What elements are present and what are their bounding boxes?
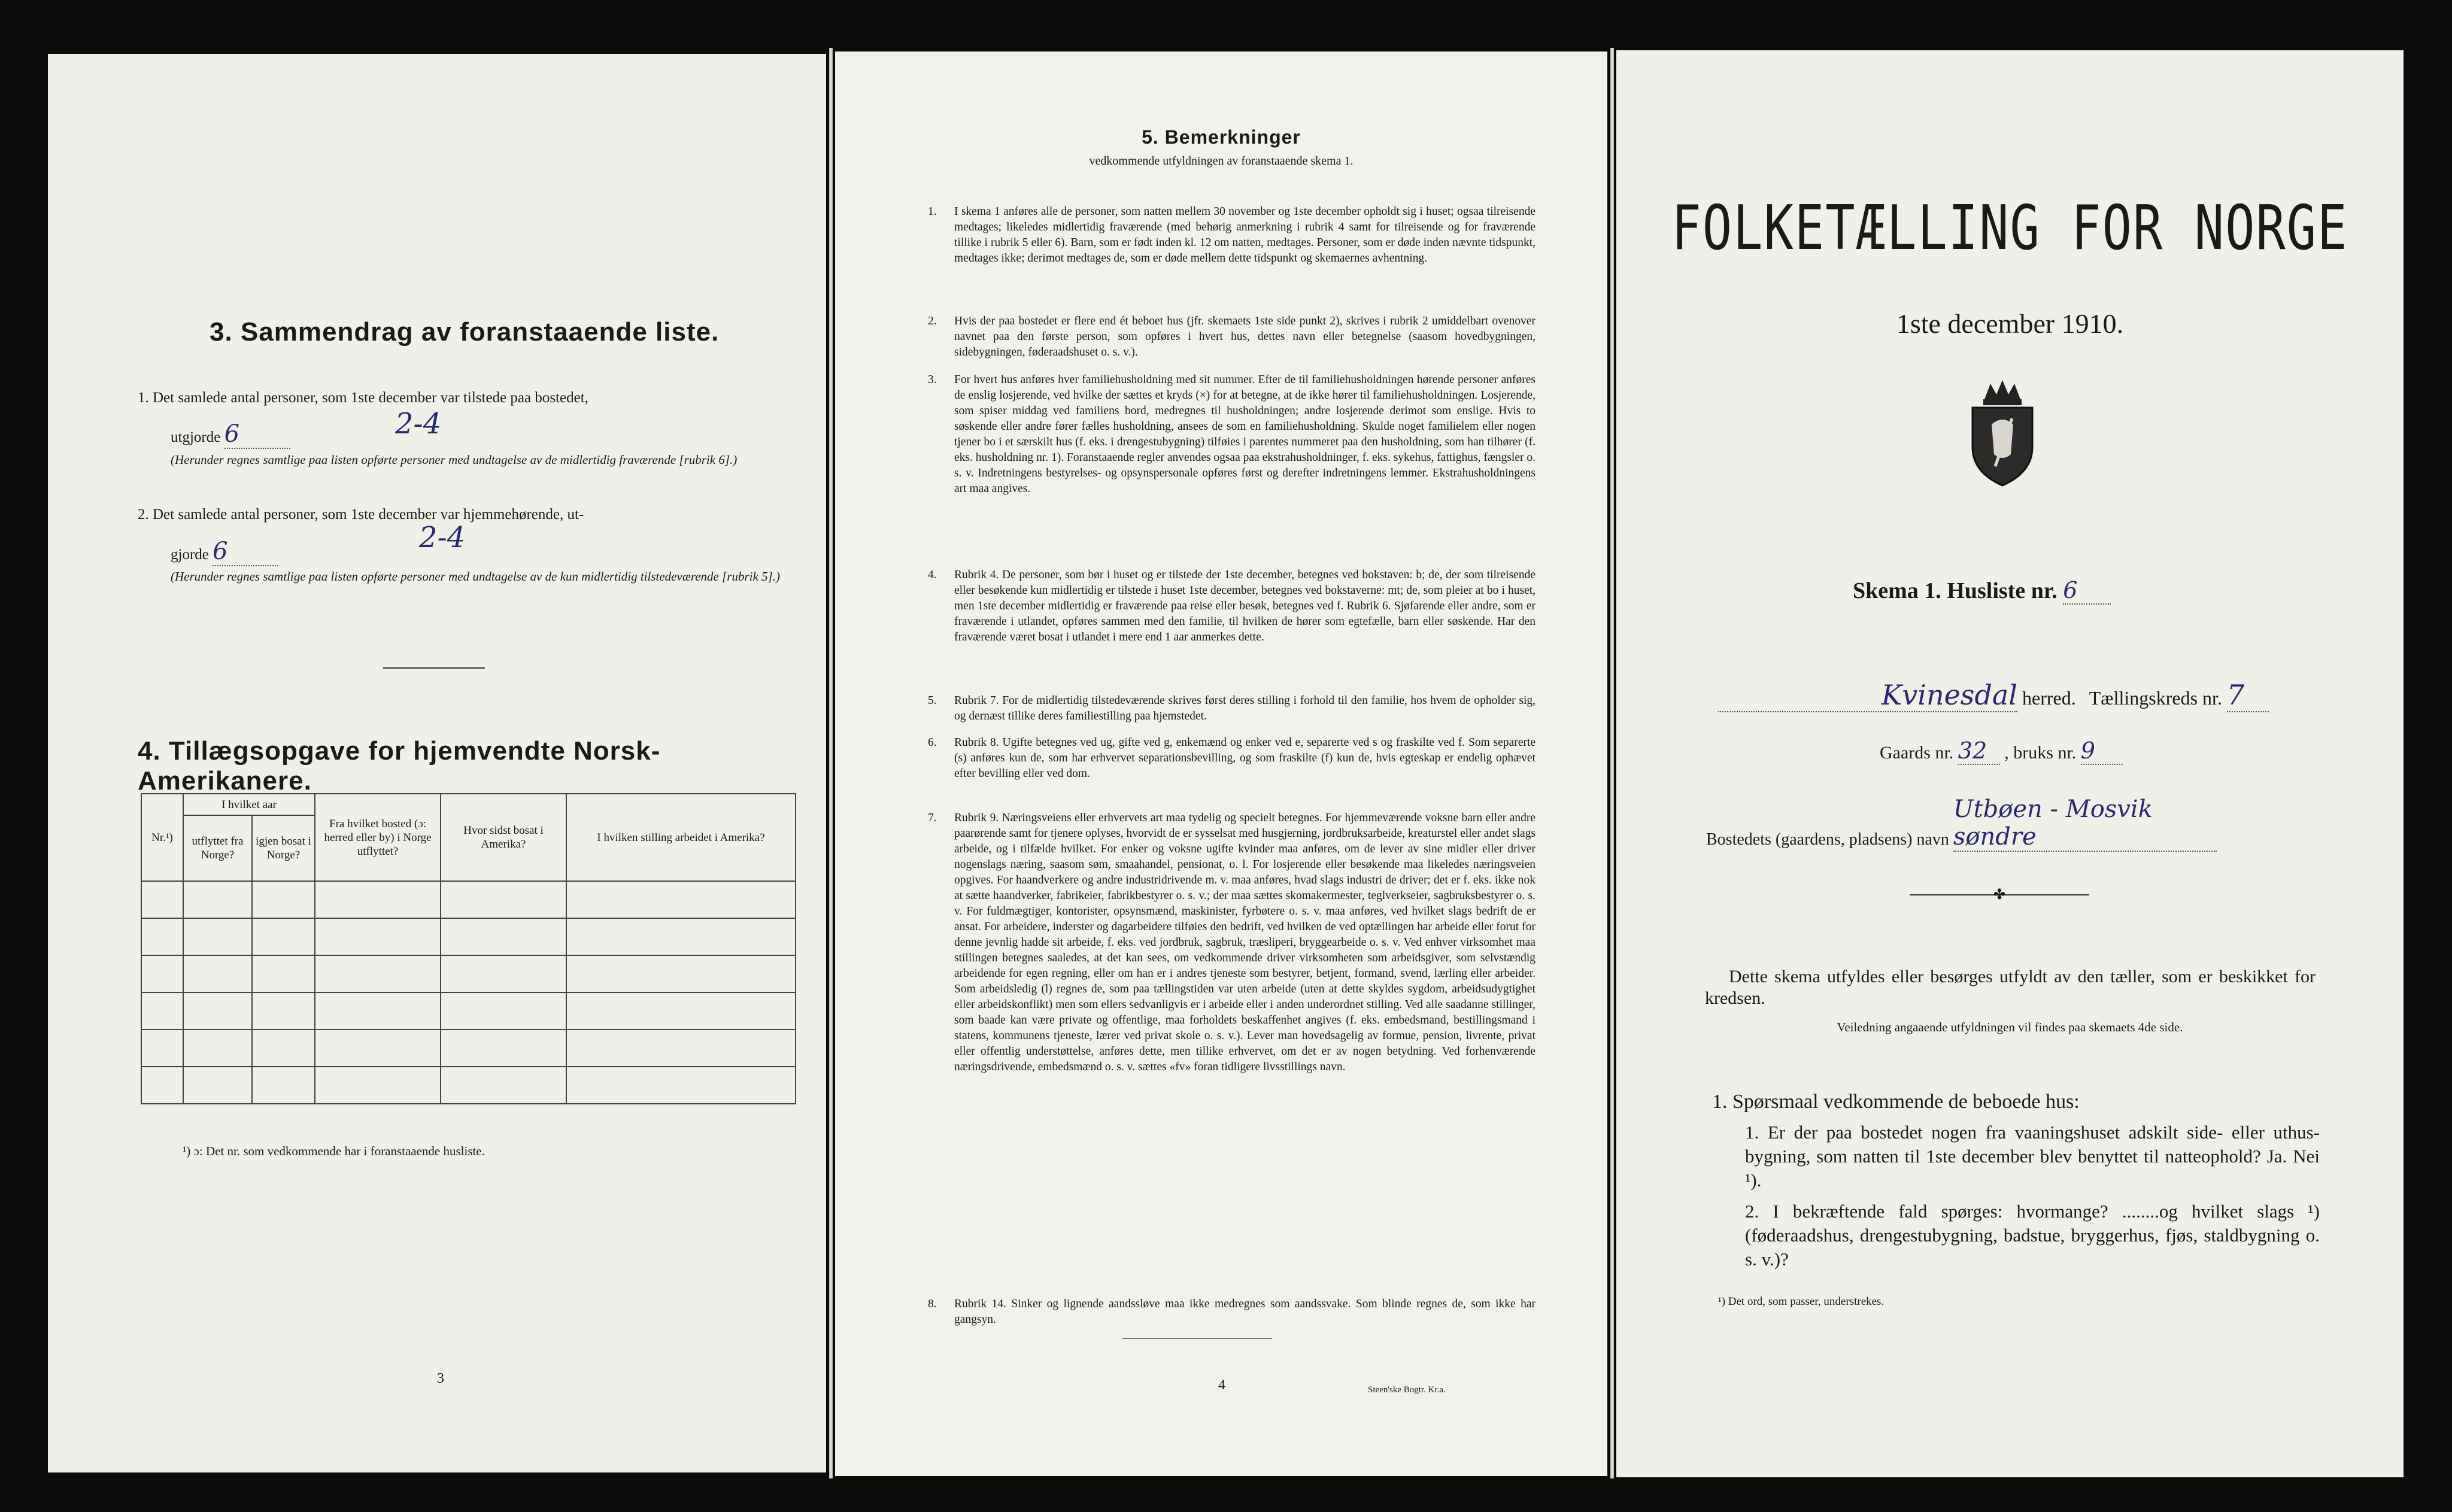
- divider: [383, 667, 485, 669]
- printer-imprint: Steen'ske Bogtr. Kr.a.: [1368, 1385, 1446, 1395]
- guidance: Veiledning angaaende utfyldningen vil findes paa skemaets 4de side.: [1837, 1020, 2183, 1034]
- herred-value: Kvinesdal: [1718, 679, 2017, 712]
- col-fra: Fra hvilket bosted (ɔ: herred eller by) i Norge utflyttet?: [315, 794, 441, 881]
- bruks-value: 9: [2081, 737, 2123, 765]
- census-date: 1ste december 1910.: [1896, 308, 2124, 339]
- table-row: [141, 881, 796, 918]
- remark-6: 6. Rubrik 8. Ugifte betegnes ved ug, gifte ved g, enkemænd og enker ved e, separerte ved s og fraskilte ved f. Som separerte (s) anføres kun de, som har erhvervet separationsbevilling, og som fraskilte (f) kun de, hvis egteskap er endelig ophævet efter bevilling eller ved dom.: [928, 736, 1535, 780]
- husliste-nr: 6: [2063, 577, 2111, 605]
- col-nr: Nr.¹): [141, 794, 183, 881]
- skema-line: [1853, 577, 2111, 605]
- col-group-aar: I hvilket aar: [183, 794, 315, 815]
- q1-title: 1. Spørsmaal vedkommende de beboede hus:: [1712, 1091, 2080, 1113]
- gaards-label: Gaards nr.: [1880, 743, 1954, 763]
- item2-note: (Herunder regnes samtlige paa listen opførte personer med undtagelse av de kun midlertidig tilstedeværende [rubrik 5].): [171, 569, 780, 584]
- col-stilling: I hvilken stilling arbeidet i Amerika?: [566, 794, 796, 881]
- instructions: Dette skema utfyldes eller besørges utfyldt av den tæller, som er beskikket for kredsen.: [1705, 967, 2316, 1008]
- page-fold: [1610, 48, 1614, 1478]
- item1-label: utgjorde: [171, 429, 221, 445]
- norway-coat-of-arms-icon: [1961, 377, 2044, 490]
- table-row: [141, 918, 796, 955]
- left-page: [48, 54, 826, 1472]
- divider: [1122, 1338, 1272, 1339]
- main-title: FOLKETÆLLING FOR NORGE: [1671, 193, 2348, 264]
- col-utflyttet: utflyttet fra Norge?: [183, 815, 252, 881]
- remark-7: 7. Rubrik 9. Næringsveiens eller erhvervets art maa tydelig og specielt betegnes. For hjemmeværende voksne barn eller andre paarørende samt for tjenere oplyses, hvorvidt de er sysselsat med husgjerning, jordbruksarbeide, kreaturstel eller andet slags arbeide, og i tilfælde hvilket. For enker og voksne ugifte kvinder maa anføres, om de lever av sine midler eller driver nogenslags næring, saasom søm, smaahandel, pensionat, o. l. For losjerende eller besøkende maa likeledes næringsveien opgives. For haandverkere og andre industridrivende m. v. maa anføres, hvad slags industri de driver; det er f. eks. ikke nok at sætte haandverker, fabrikeier, fabrikbestyrer o. s. v.; der maa sættes skomakermester, teglverkseier, sagbruksbestyrer o. s. v. For fuldmægtiger, kontorister, opsynsmænd, maskinister, fyrbøtere o. s. v. maa anføres, ved hvilket slags bedrift de er ansat. For arbeidere, inderster og dagarbeidere tilføies den bedrift, ved hvilken de ved optællingen har arbeide eller forut for denne jevnlig hadde sit arbeide, f. eks. ved jordbruk, sagbruk, træsliperi, bryggearbeide o. s. v. Ved enhver virksomhet maa stillingen betegnes saaledes, at det kan sees, om vedkommende driver virksomheten som arbeidsgiver, som selvstændig arbeidende for egen regning, eller om han er i andres tjeneste som bestyrer, betjent, formand, svend, lærling eller arbeider. Som arbeidsledig (l) regnes de, som paa tællingstiden var uten arbeide (uten at dette skyldes sygdom, arbeidsudygtighet eller arbeidskonflikt) men som ellers sedvanligvis er i arbeide eller i anden underordnet stilling. Ved alle saadanne stillinger, som baade kan være private og offentlige, maa forholdets beskaffenhet angives (f. eks. embedsmand, bestillingsmand i statens, kommunens tjeneste, lærer ved privat skole o. s. v.). Lever man hovedsagelig av formue, pension, livrente, privat eller offentlig understøttelse, anføres dette, men tillike erhvervet, om det er av nogen betydning. Ved forhenværende næringsdrivende, embedsmænd o. s. v. sættes «fv» foran tidligere livsstillings navn.: [928, 812, 1535, 1073]
- left-page-number: 3: [437, 1371, 444, 1386]
- gaards-line: [1880, 737, 2123, 765]
- bosted-value: Utbøen - Mosvik søndre: [1953, 796, 2217, 852]
- section4-title: 4. Tillægsopgave for hjemvendte Norsk-Amerikanere.: [138, 736, 661, 796]
- col-igjen: igjen bosat i Norge?: [252, 815, 315, 881]
- table-row: [141, 955, 796, 992]
- right-footnote: ¹) Det ord, som passer, understrekes.: [1718, 1295, 1884, 1308]
- herred-label: herred.: [2022, 687, 2076, 709]
- table-row: [141, 1030, 796, 1067]
- ornament-icon: ✤: [1993, 887, 2006, 903]
- remark-8: 8. Rubrik 14. Sinker og lignende aandssløve maa ikke medregnes som aandssvake. Som blinde regnes de, som ikke har gangsyn.: [928, 1298, 1535, 1326]
- bosted-line: [1706, 796, 2217, 852]
- item2-line: [171, 538, 278, 566]
- q1-2: 2. I bekræftende fald spørges: hvormange? ........og hvilket slags ¹) (føderaadshus, drengestubygning, badstue, bryggerhus, fjøs, staldbygning o. s. v.)?: [1745, 1201, 2320, 1270]
- remark-2: 2. Hvis der paa bostedet er flere end ét beboet hus (jfr. skemaets 1ste side punkt 2), skrives i rubrik 2 umiddelbart ovenover navnet paa den første person, som opføres i hvert hus, dettes navn eller betegnelse (saasom hovedbygningen, sidebygningen, føderaadshuset o. s. v.).: [928, 315, 1535, 359]
- item1-handwritten-extra: 2-4: [395, 407, 442, 441]
- remark-3: 3. For hvert hus anføres hver familiehusholdning med sit nummer. Efter de til familiehusholdningen hørende personer anføres de enslig losjerende, ved hvilke der sættes et kryds (×) for at betegne, at de ikke hører til familiehusholdningen. Losjerende, som spiser middag ved familiens bord, medregnes til husholdningen; andre losjerende derimot som enslige. Hvis to søskende eller andre fører fælles husholdning, ansees de som en familiehusholdning. Skulde noget familielem eller nogen tjener bo i et særskilt hus (f. eks. i drengestubygning) tilføies i parentes nummeret paa den husholdning, som han tilhører (f. eks. husholdning nr. 1). Foranstaaende regler anvendes ogsaa paa ekstrahusholdninger, f. eks. sykehus, fattighus, fængsler o. s. v. Indretningens bestyrelses- og opsynspersonale opføres først og derefter indretningens lemmer. Ekstrahusholdningens art maa angives.: [928, 374, 1535, 495]
- item1-value: 6: [224, 420, 290, 449]
- remark-5: 5. Rubrik 7. For de midlertidig tilstedeværende skrives først deres stilling i forhold til den familie, hos hvem de opholder sig, og dernæst tillike deres familiestilling paa hjemstedet.: [928, 694, 1535, 722]
- item1-line: [171, 420, 290, 449]
- left-footnote: ¹) ɔ: Det nr. som vedkommende har i foranstaaende husliste.: [183, 1144, 485, 1158]
- item2-label: gjorde: [171, 546, 209, 563]
- q1-1: 1. Er der paa bostedet nogen fra vaaningshuset adskilt side- eller uthus-bygning, som natten til 1ste december blev benyttet til natteophold? Ja. Nei ¹).: [1745, 1122, 2320, 1191]
- norsk-amerikanere-table: [141, 793, 796, 1104]
- middle-page: [835, 51, 1607, 1476]
- remark-4: 4. Rubrik 4. De personer, som bør i huset og er tilstede der 1ste december, betegnes ved bokstaven: b; de, der som tilreisende eller besøkende kun midlertidig er tilstede i huset 1ste december, betegnes ved bokstaverne: mt; de, som pleier at bo i huset, men 1ste december midlertidig er fraværende paa reise eller besøk, betegnes ved f. Rubrik 6. Sjøfarende eller andre, som er fraværende i utlandet, opføres sammen med den familie, til hvilken de hører som egtefælle, barn eller søskende. Har den fraværende været bosat i utlandet i mere end 1 aar anmerkes dette.: [928, 569, 1535, 643]
- table-row: [141, 1067, 796, 1104]
- page-fold: [829, 48, 833, 1478]
- item2-text: 2. Det samlede antal personer, som 1ste december var hjemmehørende, ut-: [138, 506, 584, 523]
- bosted-label: Bostedets (gaardens, pladsens) navn: [1706, 830, 1949, 849]
- remark-1: 1. I skema 1 anføres alle de personer, som natten mellem 30 november og 1ste december opholdt sig i huset; ogsaa tilreisende medtages; likeledes midlertidig fraværende (med behørig anmerkning i rubrik 4 samt for tilreisende og for fraværende tillike i rubrik 5 eller 6). Barn, som er født inden kl. 12 om natten, medtages. Personer, som er døde inden nævnte tidspunkt, medtages ikke; derimot medtages de, som er døde mellem dette tidspunkt og skemaernes avhentning.: [928, 205, 1535, 265]
- section3-title: 3. Sammendrag av foranstaaende liste.: [210, 317, 720, 347]
- col-hvor: Hvor sidst bosat i Amerika?: [441, 794, 566, 881]
- right-page: [1616, 50, 2404, 1477]
- item1-text: 1. Det samlede antal personer, som 1ste december var tilstede paa bostedet,: [138, 390, 588, 406]
- remarks-title: 5. Bemerkninger: [1142, 126, 1301, 148]
- gaards-value: 32: [1958, 737, 2000, 765]
- skema-label: Skema 1. Husliste nr.: [1853, 578, 2058, 603]
- item2-value: 6: [213, 538, 278, 566]
- table-row: [141, 992, 796, 1030]
- herred-line: [1718, 679, 2269, 712]
- kreds-label: Tællingskreds nr.: [2089, 687, 2222, 709]
- middle-page-number: 4: [1218, 1377, 1225, 1393]
- item1-note: (Herunder regnes samtlige paa listen opførte personer med undtagelse av de midlertidig fraværende [rubrik 6].): [171, 453, 738, 467]
- item2-handwritten-extra: 2-4: [419, 521, 466, 554]
- kreds-value: 7: [2227, 679, 2269, 712]
- bruks-label: , bruks nr.: [2004, 743, 2077, 763]
- remarks-subtitle: vedkommende utfyldningen av foranstaaende skema 1.: [1089, 154, 1354, 168]
